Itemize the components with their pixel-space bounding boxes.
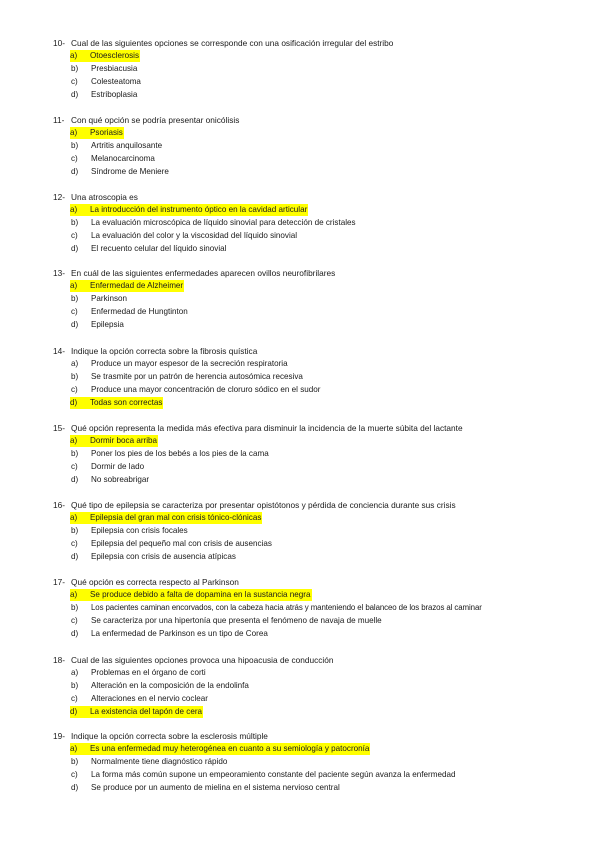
option-text: Problemas en el órgano de corti: [91, 668, 206, 677]
option-letter: d): [70, 397, 90, 409]
option-letter: a): [70, 512, 90, 524]
option-text: Estriboplasia: [91, 90, 138, 99]
option-letter: d): [70, 706, 90, 718]
question-text: Una atroscopia es: [71, 192, 138, 202]
option-text: Síndrome de Meniere: [91, 167, 169, 176]
option-letter: a): [70, 435, 90, 447]
option-letter: d): [71, 552, 79, 561]
option-letter: a): [70, 204, 90, 216]
question-text: Qué tipo de epilepsia se caracteriza por presentar opistótonos y pérdida de conciencia durante sus crisis: [71, 500, 456, 510]
question-title: [53, 191, 138, 203]
option-letter: a): [70, 127, 90, 139]
option-text: Melanocarcinoma: [91, 154, 155, 163]
question-title: [53, 576, 239, 588]
option-text: Poner los pies de los bebés a los pies de la cama: [91, 449, 269, 458]
option-letter: a): [70, 743, 90, 755]
option-text: Artritis anquilosante: [91, 141, 163, 150]
question-title: [53, 345, 257, 357]
question-title: [53, 730, 268, 742]
option-text: La evaluación microscópica de líquido sinovial para detección de cristales: [91, 218, 356, 227]
option-text: Epilepsia: [91, 320, 124, 329]
question-text: Qué opción es correcta respecto al Parkinson: [71, 577, 239, 587]
option-letter: d): [71, 320, 79, 329]
option-letter: b): [71, 141, 79, 150]
option-text: Enfermedad de Hungtinton: [91, 307, 188, 316]
option-letter: b): [71, 294, 79, 303]
question-number: 17-: [53, 577, 65, 587]
option-letter: d): [71, 475, 79, 484]
option-letter: d): [71, 90, 79, 99]
option-letter: c): [71, 539, 78, 548]
question-number: 14-: [53, 346, 65, 356]
option-text: Alteración en la composición de la endolinfa: [91, 681, 249, 690]
option-letter: b): [71, 372, 79, 381]
option-letter: a): [70, 589, 90, 601]
option-letter: c): [71, 616, 78, 625]
question-number: 11-: [53, 115, 65, 125]
option-letter: c): [71, 694, 78, 703]
option-letter: b): [71, 526, 79, 535]
question-title: [53, 37, 393, 49]
option-letter: c): [71, 462, 78, 471]
option-letter: c): [71, 385, 78, 394]
question-number: 16-: [53, 500, 65, 510]
option-text: Se trasmite por un patrón de herencia autosómica recesiva: [91, 372, 303, 381]
question-text: Con qué opción se podría presentar onicólisis: [71, 115, 240, 125]
option-text: Dormir boca arriba: [90, 436, 158, 445]
option-text: Produce un mayor espesor de la secreción respiratoria: [91, 359, 288, 368]
option-text: No sobreabrigar: [91, 475, 150, 484]
option-letter: b): [71, 681, 79, 690]
option-text: Epilepsia del gran mal con crisis tónico-clónicas: [90, 513, 262, 522]
question-number: 19-: [53, 731, 65, 741]
option-text: Se produce por un aumento de mielina en el sistema nervioso central: [91, 783, 340, 792]
option-text: Psoriasis: [90, 128, 123, 137]
option-text: Epilepsia del pequeño mal con crisis de ausencias: [91, 539, 272, 548]
option-letter: a): [70, 280, 90, 292]
question-text: Cual de las siguientes opciones se corresponde con una osificación irregular del estribo: [71, 38, 394, 48]
question-title: [53, 422, 463, 434]
option-letter: d): [71, 629, 79, 638]
option-text: Normalmente tiene diagnóstico rápido: [91, 757, 228, 766]
option-text: Todas son correctas: [90, 398, 163, 407]
option-text: Produce una mayor concentración de cloruro sódico en el sudor: [91, 385, 321, 394]
option-letter: b): [71, 218, 79, 227]
option-letter: d): [71, 783, 79, 792]
option-text: La enfermedad de Parkinson es un tipo de Corea: [91, 629, 268, 638]
option-text: La forma más común supone un empeoramiento constante del paciente según avanza la enfermedad: [91, 770, 456, 779]
option-letter: b): [71, 757, 79, 766]
option-letter: a): [70, 50, 90, 62]
question-number: 15-: [53, 423, 65, 433]
option-text: Se caracteriza por una hipertonía que presenta el fenómeno de navaja de muelle: [91, 616, 382, 625]
option-text: Presbiacusia: [91, 64, 138, 73]
option-text: El recuento celular del líquido sinovial: [91, 244, 227, 253]
option-text: La existencia del tapón de cera: [90, 707, 203, 716]
question-number: 12-: [53, 192, 65, 202]
question-text: Indique la opción correcta sobre la fibrosis quística: [71, 346, 258, 356]
question-text: Indique la opción correcta sobre la esclerosis múltiple: [71, 731, 268, 741]
option-text: Colesteatoma: [91, 77, 141, 86]
question-text: Cual de las siguientes opciones provoca una hipoacusia de conducción: [71, 655, 334, 665]
option-letter: b): [71, 64, 79, 73]
option-text: Enfermedad de Alzheimer: [90, 281, 184, 290]
option-letter: a): [71, 359, 79, 368]
option-text: Otoesclerosis: [90, 51, 140, 60]
option-text: Se produce debido a falta de dopamina en la sustancia negra: [90, 590, 311, 599]
option-letter: b): [71, 449, 79, 458]
question-title: [53, 114, 239, 126]
question-title: [53, 267, 335, 279]
option-letter: c): [71, 307, 78, 316]
option-text: Epilepsia con crisis de ausencia atípicas: [91, 552, 236, 561]
option-text: Los pacientes caminan encorvados, con la cabeza hacia atrás y manteniendo el balanceo de los brazos al caminar: [91, 603, 482, 612]
option-letter: d): [71, 167, 79, 176]
option-letter: b): [71, 603, 79, 612]
question-number: 13-: [53, 268, 65, 278]
question-number: 10-: [53, 38, 65, 48]
question-title: [53, 499, 456, 511]
option-text: Es una enfermedad muy heterogénea en cuanto a su semiología y patocronía: [90, 744, 370, 753]
option-text: Dormir de lado: [91, 462, 145, 471]
option-text: Alteraciones en el nervio coclear: [91, 694, 208, 703]
option-letter: c): [71, 154, 78, 163]
option-text: La introducción del instrumento óptico en la cavidad articular: [90, 205, 308, 214]
option-letter: c): [71, 77, 78, 86]
option-text: La evaluación del color y la viscosidad del líquido sinovial: [91, 231, 298, 240]
option-letter: d): [71, 244, 79, 253]
question-text: Qué opción representa la medida más efectiva para disminuir la incidencia de la muerte súbita del lactante: [71, 423, 463, 433]
option-letter: a): [71, 668, 79, 677]
option-text: Parkinson: [91, 294, 127, 303]
option-text: Epilepsia con crisis focales: [91, 526, 188, 535]
option-letter: c): [71, 770, 78, 779]
question-text: En cuál de las siguientes enfermedades aparecen ovillos neurofibrilares: [71, 268, 336, 278]
option-letter: c): [71, 231, 78, 240]
question-number: 18-: [53, 655, 65, 665]
question-title: [53, 654, 333, 666]
